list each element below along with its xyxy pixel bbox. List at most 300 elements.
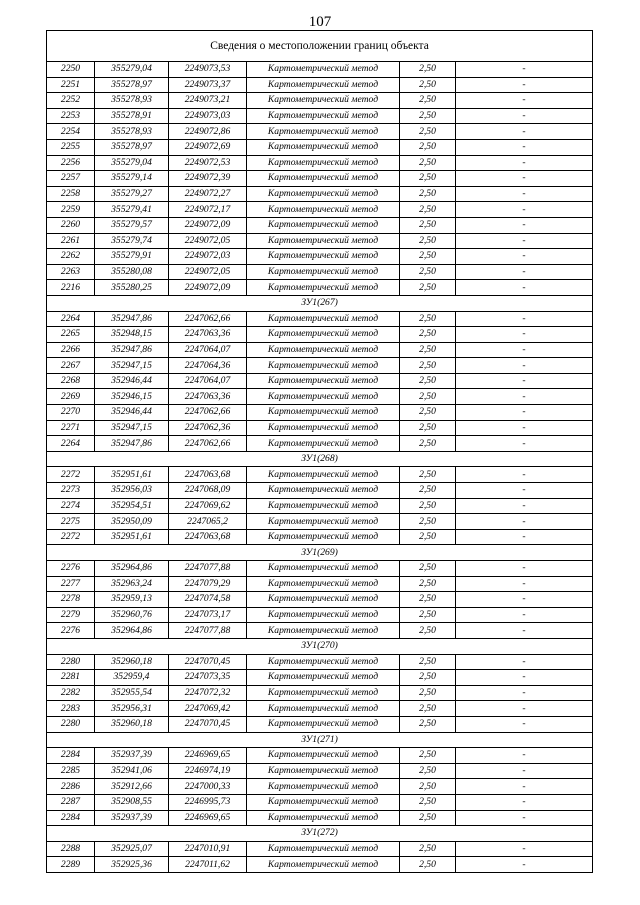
y-coordinate-cell: 2247062,66: [169, 405, 247, 421]
accuracy-cell: 2,50: [400, 311, 456, 327]
accuracy-cell: 2,50: [400, 857, 456, 873]
point-number-cell: 2271: [47, 420, 95, 436]
point-number-cell: 2263: [47, 264, 95, 280]
y-coordinate-cell: 2247062,66: [169, 436, 247, 452]
y-coordinate-cell: 2249073,53: [169, 62, 247, 78]
y-coordinate-cell: 2249072,53: [169, 155, 247, 171]
table-row: [47, 108, 593, 124]
method-cell: Картометрический метод: [247, 607, 400, 623]
method-cell: Картометрический метод: [247, 342, 400, 358]
description-cell: -: [456, 794, 593, 810]
description-cell: -: [456, 514, 593, 530]
method-cell: Картометрический метод: [247, 576, 400, 592]
table-row: [47, 763, 593, 779]
section-header-row: [47, 638, 593, 654]
y-coordinate-cell: 2249072,05: [169, 264, 247, 280]
x-coordinate-cell: 352960,76: [95, 607, 169, 623]
accuracy-cell: 2,50: [400, 498, 456, 514]
point-number-cell: 2257: [47, 171, 95, 187]
accuracy-cell: 2,50: [400, 264, 456, 280]
y-coordinate-cell: 2249072,27: [169, 186, 247, 202]
method-cell: Картометрический метод: [247, 93, 400, 109]
point-number-cell: 2258: [47, 186, 95, 202]
y-coordinate-cell: 2246995,73: [169, 794, 247, 810]
accuracy-cell: 2,50: [400, 342, 456, 358]
table-title: Сведения о местоположении границ объекта: [47, 31, 593, 62]
point-number-cell: 2286: [47, 779, 95, 795]
description-cell: -: [456, 280, 593, 296]
x-coordinate-cell: 352947,15: [95, 358, 169, 374]
point-number-cell: 2264: [47, 436, 95, 452]
method-cell: Картометрический метод: [247, 779, 400, 795]
y-coordinate-cell: 2247073,35: [169, 670, 247, 686]
point-number-cell: 2268: [47, 373, 95, 389]
section-header-row: [47, 826, 593, 842]
method-cell: Картометрический метод: [247, 186, 400, 202]
description-cell: -: [456, 77, 593, 93]
y-coordinate-cell: 2247069,62: [169, 498, 247, 514]
accuracy-cell: 2,50: [400, 794, 456, 810]
description-cell: -: [456, 841, 593, 857]
point-number-cell: 2252: [47, 93, 95, 109]
table-row: [47, 592, 593, 608]
accuracy-cell: 2,50: [400, 763, 456, 779]
table-row: [47, 358, 593, 374]
point-number-cell: 2285: [47, 763, 95, 779]
description-cell: -: [456, 249, 593, 265]
accuracy-cell: 2,50: [400, 810, 456, 826]
x-coordinate-cell: 355279,04: [95, 62, 169, 78]
description-cell: -: [456, 311, 593, 327]
table-row: [47, 420, 593, 436]
accuracy-cell: 2,50: [400, 77, 456, 93]
table-row: [47, 342, 593, 358]
x-coordinate-cell: 352947,86: [95, 436, 169, 452]
description-cell: -: [456, 716, 593, 732]
point-number-cell: 2289: [47, 857, 95, 873]
description-cell: -: [456, 342, 593, 358]
section-label: ЗУ1(272): [47, 826, 593, 842]
accuracy-cell: 2,50: [400, 576, 456, 592]
table-row: [47, 233, 593, 249]
y-coordinate-cell: 2249072,17: [169, 202, 247, 218]
table-row: [47, 607, 593, 623]
y-coordinate-cell: 2246969,65: [169, 810, 247, 826]
description-cell: -: [456, 62, 593, 78]
section-label: ЗУ1(268): [47, 451, 593, 467]
description-cell: -: [456, 436, 593, 452]
table-row: [47, 841, 593, 857]
x-coordinate-cell: 355279,04: [95, 155, 169, 171]
x-coordinate-cell: 355278,97: [95, 77, 169, 93]
table-row: [47, 794, 593, 810]
method-cell: Картометрический метод: [247, 264, 400, 280]
accuracy-cell: 2,50: [400, 748, 456, 764]
method-cell: Картометрический метод: [247, 249, 400, 265]
description-cell: -: [456, 327, 593, 343]
description-cell: -: [456, 264, 593, 280]
y-coordinate-cell: 2246974,19: [169, 763, 247, 779]
point-number-cell: 2262: [47, 249, 95, 265]
y-coordinate-cell: 2247063,68: [169, 467, 247, 483]
x-coordinate-cell: 352959,4: [95, 670, 169, 686]
y-coordinate-cell: 2247070,45: [169, 654, 247, 670]
description-cell: -: [456, 498, 593, 514]
section-header-row: [47, 295, 593, 311]
y-coordinate-cell: 2247065,2: [169, 514, 247, 530]
table-row: [47, 483, 593, 499]
method-cell: Картометрический метод: [247, 763, 400, 779]
description-cell: -: [456, 108, 593, 124]
x-coordinate-cell: 355279,41: [95, 202, 169, 218]
method-cell: Картометрический метод: [247, 857, 400, 873]
description-cell: -: [456, 373, 593, 389]
y-coordinate-cell: 2247073,17: [169, 607, 247, 623]
description-cell: -: [456, 701, 593, 717]
method-cell: Картометрический метод: [247, 202, 400, 218]
table-row: [47, 436, 593, 452]
method-cell: Картометрический метод: [247, 62, 400, 78]
section-header-row: [47, 451, 593, 467]
x-coordinate-cell: 352925,36: [95, 857, 169, 873]
point-number-cell: 2282: [47, 685, 95, 701]
table-row: [47, 670, 593, 686]
x-coordinate-cell: 352959,13: [95, 592, 169, 608]
accuracy-cell: 2,50: [400, 186, 456, 202]
x-coordinate-cell: 352941,06: [95, 763, 169, 779]
section-label: ЗУ1(270): [47, 638, 593, 654]
point-number-cell: 2273: [47, 483, 95, 499]
method-cell: Картометрический метод: [247, 217, 400, 233]
accuracy-cell: 2,50: [400, 841, 456, 857]
x-coordinate-cell: 355279,27: [95, 186, 169, 202]
point-number-cell: 2287: [47, 794, 95, 810]
point-number-cell: 2283: [47, 701, 95, 717]
table-row: [47, 202, 593, 218]
point-number-cell: 2216: [47, 280, 95, 296]
y-coordinate-cell: 2247077,88: [169, 561, 247, 577]
method-cell: Картометрический метод: [247, 233, 400, 249]
y-coordinate-cell: 2247011,62: [169, 857, 247, 873]
table-row: [47, 623, 593, 639]
x-coordinate-cell: 355280,08: [95, 264, 169, 280]
table-row: [47, 654, 593, 670]
x-coordinate-cell: 355278,91: [95, 108, 169, 124]
y-coordinate-cell: 2247062,66: [169, 311, 247, 327]
y-coordinate-cell: 2247063,36: [169, 327, 247, 343]
accuracy-cell: 2,50: [400, 607, 456, 623]
y-coordinate-cell: 2249072,09: [169, 280, 247, 296]
point-number-cell: 2265: [47, 327, 95, 343]
accuracy-cell: 2,50: [400, 233, 456, 249]
section-header-row: [47, 732, 593, 748]
y-coordinate-cell: 2247010,91: [169, 841, 247, 857]
point-number-cell: 2280: [47, 654, 95, 670]
x-coordinate-cell: 352937,39: [95, 748, 169, 764]
x-coordinate-cell: 352908,55: [95, 794, 169, 810]
table-row: [47, 186, 593, 202]
table-row: [47, 716, 593, 732]
point-number-cell: 2256: [47, 155, 95, 171]
point-number-cell: 2278: [47, 592, 95, 608]
y-coordinate-cell: 2247072,32: [169, 685, 247, 701]
x-coordinate-cell: 352948,15: [95, 327, 169, 343]
accuracy-cell: 2,50: [400, 467, 456, 483]
point-number-cell: 2255: [47, 139, 95, 155]
section-header-row: [47, 545, 593, 561]
point-number-cell: 2279: [47, 607, 95, 623]
accuracy-cell: 2,50: [400, 139, 456, 155]
description-cell: -: [456, 561, 593, 577]
method-cell: Картометрический метод: [247, 467, 400, 483]
x-coordinate-cell: 352946,44: [95, 373, 169, 389]
table-row: [47, 685, 593, 701]
y-coordinate-cell: 2249072,39: [169, 171, 247, 187]
description-cell: -: [456, 405, 593, 421]
method-cell: Картометрический метод: [247, 654, 400, 670]
table-row: [47, 93, 593, 109]
table-row: [47, 498, 593, 514]
method-cell: Картометрический метод: [247, 124, 400, 140]
method-cell: Картометрический метод: [247, 139, 400, 155]
point-number-cell: 2266: [47, 342, 95, 358]
y-coordinate-cell: 2249072,09: [169, 217, 247, 233]
point-number-cell: 2261: [47, 233, 95, 249]
section-label: ЗУ1(267): [47, 295, 593, 311]
y-coordinate-cell: 2247077,88: [169, 623, 247, 639]
point-number-cell: 2281: [47, 670, 95, 686]
x-coordinate-cell: 352925,07: [95, 841, 169, 857]
accuracy-cell: 2,50: [400, 529, 456, 545]
description-cell: -: [456, 810, 593, 826]
method-cell: Картометрический метод: [247, 280, 400, 296]
x-coordinate-cell: 352951,61: [95, 467, 169, 483]
table-row: [47, 139, 593, 155]
point-number-cell: 2272: [47, 467, 95, 483]
x-coordinate-cell: 352912,66: [95, 779, 169, 795]
x-coordinate-cell: 352937,39: [95, 810, 169, 826]
accuracy-cell: 2,50: [400, 592, 456, 608]
description-cell: -: [456, 670, 593, 686]
table-row: [47, 529, 593, 545]
y-coordinate-cell: 2247063,68: [169, 529, 247, 545]
point-number-cell: 2260: [47, 217, 95, 233]
accuracy-cell: 2,50: [400, 420, 456, 436]
x-coordinate-cell: 352954,51: [95, 498, 169, 514]
point-number-cell: 2276: [47, 623, 95, 639]
method-cell: Картометрический метод: [247, 810, 400, 826]
method-cell: Картометрический метод: [247, 685, 400, 701]
description-cell: -: [456, 607, 593, 623]
y-coordinate-cell: 2249072,05: [169, 233, 247, 249]
x-coordinate-cell: 352950,09: [95, 514, 169, 530]
point-number-cell: 2277: [47, 576, 95, 592]
method-cell: Картометрический метод: [247, 405, 400, 421]
y-coordinate-cell: 2247074,58: [169, 592, 247, 608]
description-cell: -: [456, 529, 593, 545]
table-row: [47, 810, 593, 826]
accuracy-cell: 2,50: [400, 670, 456, 686]
x-coordinate-cell: 352947,15: [95, 420, 169, 436]
description-cell: -: [456, 139, 593, 155]
accuracy-cell: 2,50: [400, 483, 456, 499]
description-cell: -: [456, 93, 593, 109]
table-row: [47, 561, 593, 577]
point-number-cell: 2276: [47, 561, 95, 577]
method-cell: Картометрический метод: [247, 670, 400, 686]
x-coordinate-cell: 352946,15: [95, 389, 169, 405]
y-coordinate-cell: 2247000,33: [169, 779, 247, 795]
x-coordinate-cell: 352956,03: [95, 483, 169, 499]
table-row: [47, 779, 593, 795]
y-coordinate-cell: 2247079,29: [169, 576, 247, 592]
method-cell: Картометрический метод: [247, 841, 400, 857]
method-cell: Картометрический метод: [247, 561, 400, 577]
x-coordinate-cell: 352960,18: [95, 654, 169, 670]
boundary-table: [46, 30, 593, 873]
x-coordinate-cell: 355279,14: [95, 171, 169, 187]
method-cell: Картометрический метод: [247, 514, 400, 530]
method-cell: Картометрический метод: [247, 623, 400, 639]
point-number-cell: 2275: [47, 514, 95, 530]
point-number-cell: 2267: [47, 358, 95, 374]
accuracy-cell: 2,50: [400, 124, 456, 140]
point-number-cell: 2284: [47, 810, 95, 826]
point-number-cell: 2280: [47, 716, 95, 732]
description-cell: -: [456, 217, 593, 233]
x-coordinate-cell: 352964,86: [95, 623, 169, 639]
accuracy-cell: 2,50: [400, 405, 456, 421]
y-coordinate-cell: 2249073,03: [169, 108, 247, 124]
description-cell: -: [456, 233, 593, 249]
table-row: [47, 280, 593, 296]
method-cell: Картометрический метод: [247, 716, 400, 732]
point-number-cell: 2272: [47, 529, 95, 545]
description-cell: -: [456, 186, 593, 202]
accuracy-cell: 2,50: [400, 327, 456, 343]
method-cell: Картометрический метод: [247, 529, 400, 545]
table-row: [47, 514, 593, 530]
description-cell: -: [456, 358, 593, 374]
accuracy-cell: 2,50: [400, 436, 456, 452]
table-row: [47, 327, 593, 343]
accuracy-cell: 2,50: [400, 514, 456, 530]
accuracy-cell: 2,50: [400, 561, 456, 577]
accuracy-cell: 2,50: [400, 62, 456, 78]
table-row: [47, 124, 593, 140]
x-coordinate-cell: 355278,93: [95, 124, 169, 140]
description-cell: -: [456, 748, 593, 764]
accuracy-cell: 2,50: [400, 358, 456, 374]
point-number-cell: 2284: [47, 748, 95, 764]
x-coordinate-cell: 352956,31: [95, 701, 169, 717]
accuracy-cell: 2,50: [400, 623, 456, 639]
y-coordinate-cell: 2249072,86: [169, 124, 247, 140]
accuracy-cell: 2,50: [400, 202, 456, 218]
x-coordinate-cell: 355279,91: [95, 249, 169, 265]
table-row: [47, 77, 593, 93]
accuracy-cell: 2,50: [400, 654, 456, 670]
method-cell: Картометрический метод: [247, 155, 400, 171]
point-number-cell: 2254: [47, 124, 95, 140]
y-coordinate-cell: 2247064,07: [169, 342, 247, 358]
table-row: [47, 264, 593, 280]
method-cell: Картометрический метод: [247, 389, 400, 405]
y-coordinate-cell: 2249073,21: [169, 93, 247, 109]
y-coordinate-cell: 2249073,37: [169, 77, 247, 93]
point-number-cell: 2270: [47, 405, 95, 421]
method-cell: Картометрический метод: [247, 311, 400, 327]
x-coordinate-cell: 352947,86: [95, 342, 169, 358]
accuracy-cell: 2,50: [400, 171, 456, 187]
description-cell: -: [456, 654, 593, 670]
table-row: [47, 576, 593, 592]
method-cell: Картометрический метод: [247, 483, 400, 499]
x-coordinate-cell: 352955,54: [95, 685, 169, 701]
accuracy-cell: 2,50: [400, 701, 456, 717]
description-cell: -: [456, 592, 593, 608]
method-cell: Картометрический метод: [247, 77, 400, 93]
description-cell: -: [456, 576, 593, 592]
description-cell: -: [456, 467, 593, 483]
description-cell: -: [456, 779, 593, 795]
y-coordinate-cell: 2249072,03: [169, 249, 247, 265]
description-cell: -: [456, 857, 593, 873]
table-row: [47, 405, 593, 421]
point-number-cell: 2264: [47, 311, 95, 327]
title-row: [47, 31, 593, 62]
accuracy-cell: 2,50: [400, 249, 456, 265]
accuracy-cell: 2,50: [400, 779, 456, 795]
point-number-cell: 2269: [47, 389, 95, 405]
table-row: [47, 171, 593, 187]
method-cell: Картометрический метод: [247, 436, 400, 452]
y-coordinate-cell: 2247070,45: [169, 716, 247, 732]
table-row: [47, 467, 593, 483]
method-cell: Картометрический метод: [247, 327, 400, 343]
description-cell: -: [456, 685, 593, 701]
table-row: [47, 701, 593, 717]
table-row: [47, 249, 593, 265]
boundary-table-body: [47, 31, 593, 873]
x-coordinate-cell: 355279,57: [95, 217, 169, 233]
x-coordinate-cell: 352947,86: [95, 311, 169, 327]
method-cell: Картометрический метод: [247, 420, 400, 436]
accuracy-cell: 2,50: [400, 280, 456, 296]
description-cell: -: [456, 483, 593, 499]
page-number: 107: [308, 14, 332, 30]
point-number-cell: 2250: [47, 62, 95, 78]
boundary-table-container: [46, 30, 592, 873]
table-row: [47, 155, 593, 171]
accuracy-cell: 2,50: [400, 685, 456, 701]
table-row: [47, 748, 593, 764]
method-cell: Картометрический метод: [247, 108, 400, 124]
y-coordinate-cell: 2247064,36: [169, 358, 247, 374]
point-number-cell: 2288: [47, 841, 95, 857]
section-label: ЗУ1(269): [47, 545, 593, 561]
description-cell: -: [456, 763, 593, 779]
x-coordinate-cell: 352946,44: [95, 405, 169, 421]
x-coordinate-cell: 355278,97: [95, 139, 169, 155]
method-cell: Картометрический метод: [247, 498, 400, 514]
x-coordinate-cell: 355278,93: [95, 93, 169, 109]
description-cell: -: [456, 171, 593, 187]
y-coordinate-cell: 2249072,69: [169, 139, 247, 155]
description-cell: -: [456, 124, 593, 140]
description-cell: -: [456, 202, 593, 218]
method-cell: Картометрический метод: [247, 358, 400, 374]
